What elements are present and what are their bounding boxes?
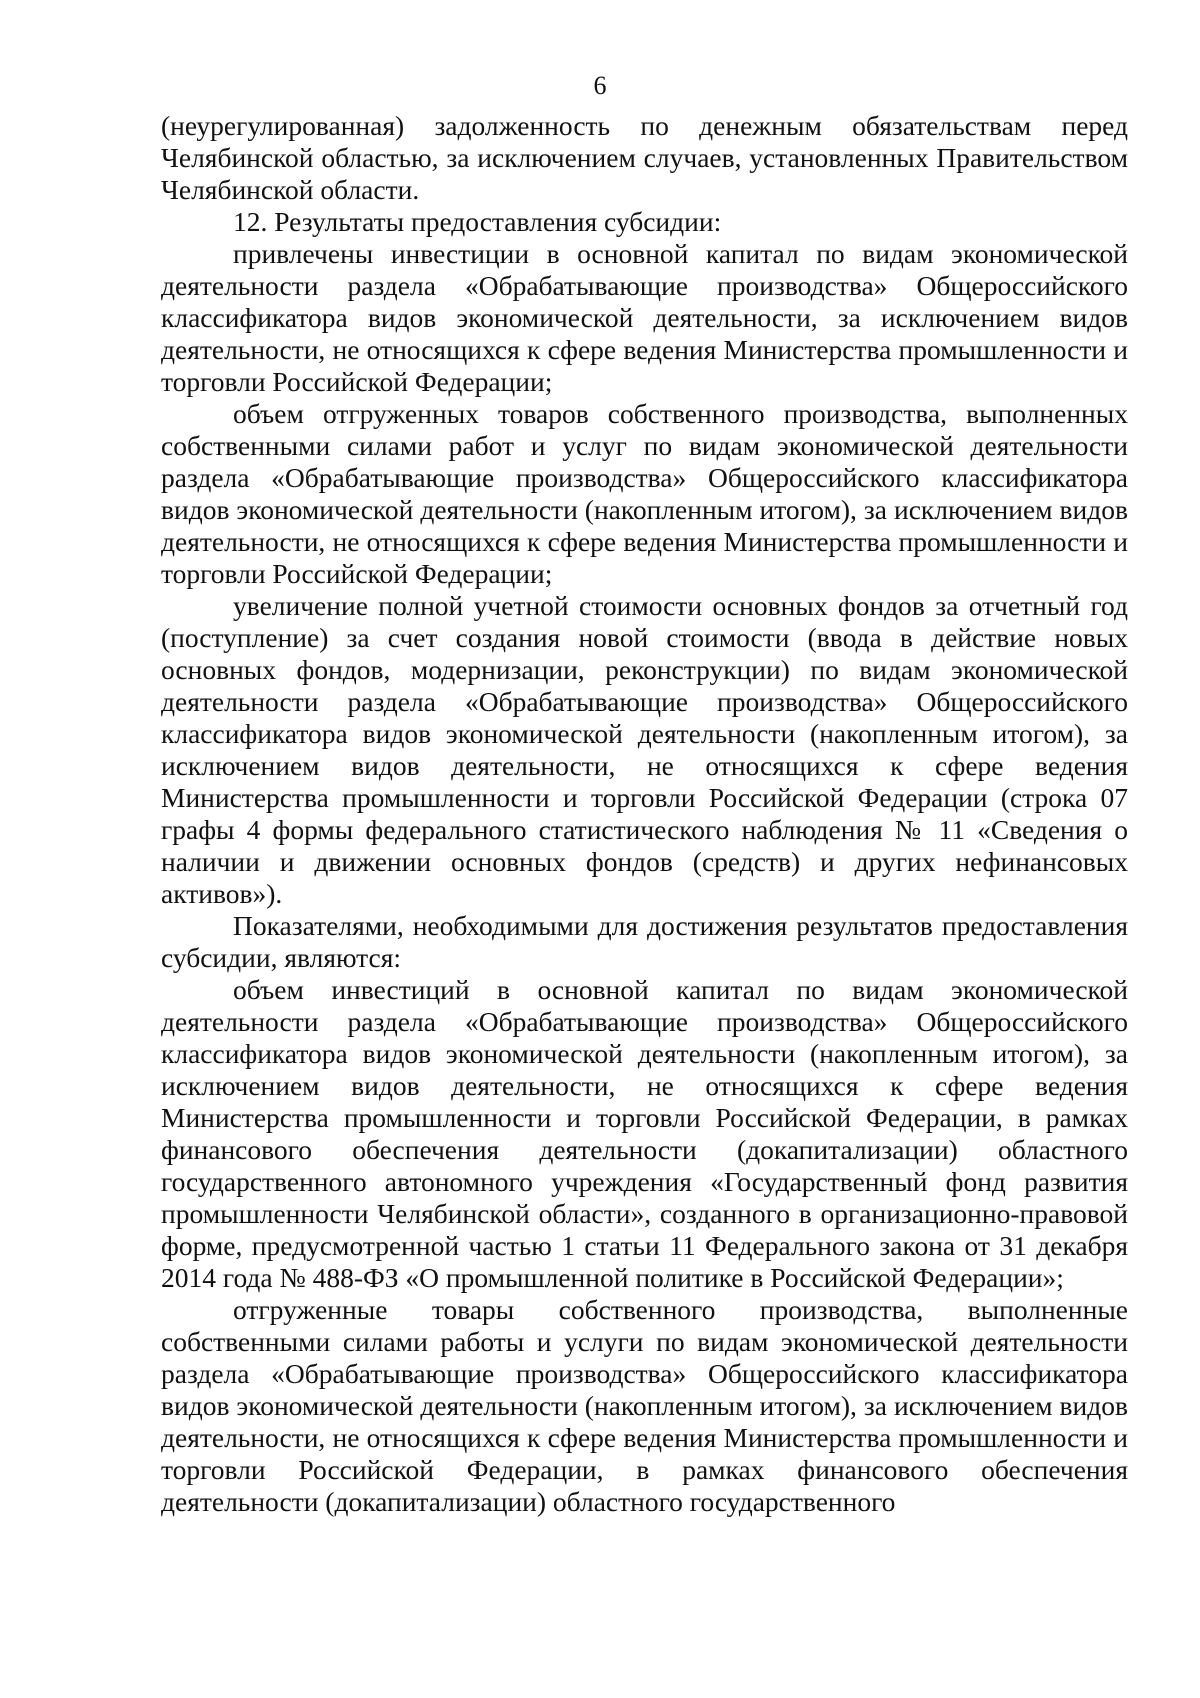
- paragraph-section-12-heading: 12. Результаты предоставления субсидии:: [233, 206, 722, 237]
- paragraph-result-investments: привлечены инвестиции в основной капитал по видам экономической деятельности раздела «Обрабатывающие производства» Общероссийского классификатора видов экономической деятельности, за исключением видов деятельности, не относящихся к сфере ведения Министерства промышленности и торговли Российской Федерации;: [161, 238, 1128, 397]
- page-number: 6: [593, 71, 607, 100]
- paragraph-result-fixed-assets: увеличение полной учетной стоимости основных фондов за отчетный год (поступление) за счет создания новой стоимости (ввода в действие новых основных фондов, модернизации, реконструкции) по видам экономической деятельности раздела «Обрабатывающие производства» Общероссийского классификатора видов экономической деятельности (накопленным итогом), за исключением видов деятельности, не относящихся к сфере ведения Министерства промышленности и торговли Российской Федерации (строка 07 графы 4 формы федерального статистического наблюдения № 11 «Сведения о наличии и движении основных фондов (средств) и других нефинансовых активов»).: [161, 590, 1128, 909]
- document-body: [161, 110, 1128, 1518]
- paragraph-debt-continuation: (неурегулированная) задолженность по денежным обязательствам перед Челябинской областью, за исключением случаев, установленных Правительством Челябинской области.: [161, 110, 1128, 205]
- paragraph-indicator-shipped-goods: отгруженные товары собственного производства, выполненные собственными силами работы и услуги по видам экономической деятельности раздела «Обрабатывающие производства» Общероссийского классификатора видов экономической деятельности (накопленным итогом), за исключением видов деятельности, не относящихся к сфере ведения Министерства промышленности и торговли Российской Федерации, в рамках финансового обеспечения деятельности (докапитализации) областного государственного: [161, 1294, 1128, 1517]
- paragraph-result-shipped-goods: объем отгруженных товаров собственного производства, выполненных собственными силами работ и услуг по видам экономической деятельности раздела «Обрабатывающие производства» Общероссийского классификатора видов экономической деятельности (накопленным итогом), за исключением видов деятельности, не относящихся к сфере ведения Министерства промышленности и торговли Российской Федерации;: [161, 398, 1128, 589]
- paragraph-indicator-investments: объем инвестиций в основной капитал по видам экономической деятельности раздела «Обрабатывающие производства» Общероссийского классификатора видов экономической деятельности (накопленным итогом), за исключением видов деятельности, не относящихся к сфере ведения Министерства промышленности и торговли Российской Федерации, в рамках финансового обеспечения деятельности (докапитализации) областного государственного автономного учреждения «Государственный фонд развития промышленности Челябинской области», созданного в организационно-правовой форме, предусмотренной частью 1 статьи 11 Федерального закона от 31 декабря 2014 года № 488-ФЗ «О промышленной политике в Российской Федерации»;: [161, 974, 1128, 1293]
- paragraph-indicators-intro: Показателями, необходимыми для достижения результатов предоставления субсидии, являются:: [161, 910, 1128, 973]
